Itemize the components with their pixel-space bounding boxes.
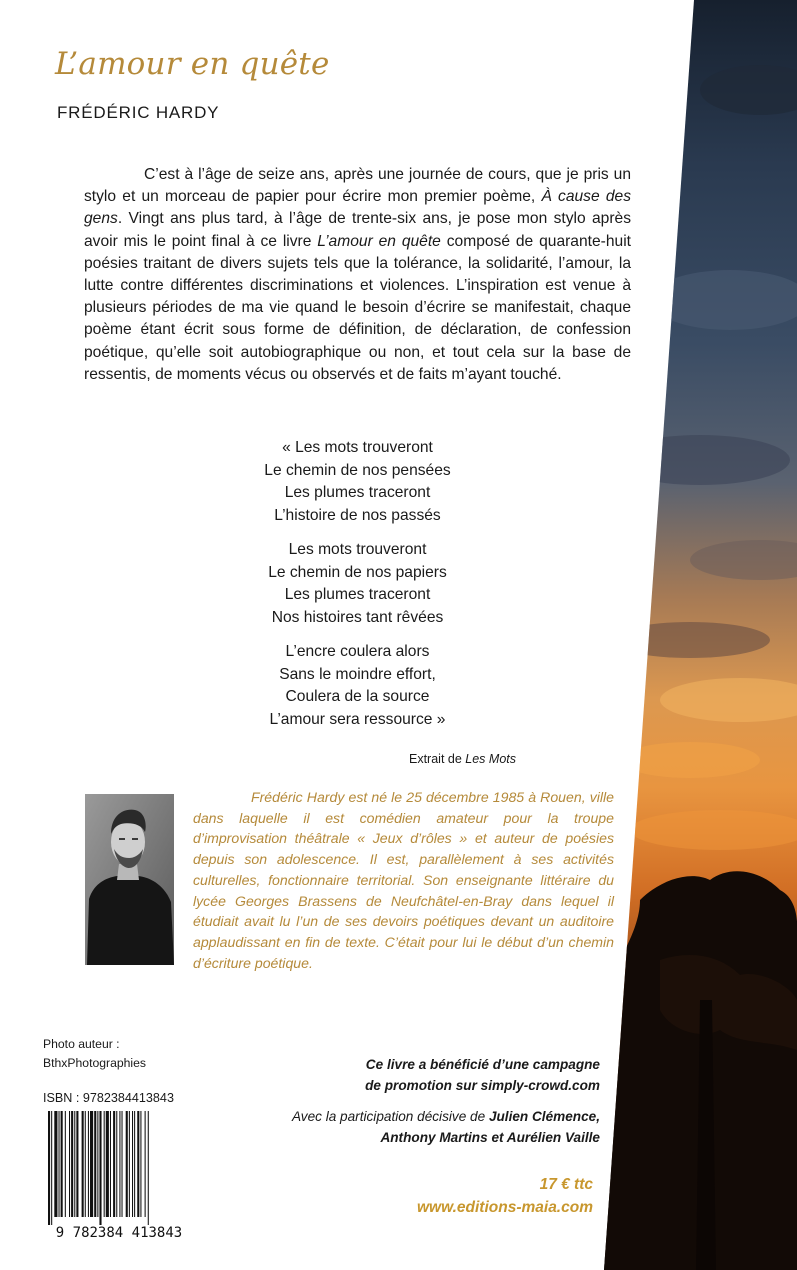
poem-line: Les plumes traceront bbox=[284, 484, 431, 502]
publisher-website[interactable]: www.editions-maia.com bbox=[417, 1199, 593, 1216]
barcode-digits: 9 782384 413843 bbox=[55, 1225, 183, 1241]
poem-line: L’encre coulera alors bbox=[285, 643, 430, 660]
poem-line: Les mots trouveront bbox=[288, 541, 427, 558]
barcode-bar bbox=[132, 1111, 133, 1217]
isbn-number: ISBN : 9782384413843 bbox=[43, 1091, 174, 1105]
blurb-paragraph bbox=[84, 164, 631, 386]
poem-stanza-3 bbox=[220, 641, 495, 731]
barcode-bar bbox=[74, 1111, 75, 1217]
barcode-bar bbox=[145, 1111, 146, 1217]
photo-credit-name: BthxPhotographies bbox=[43, 1055, 146, 1070]
poem-source bbox=[409, 752, 516, 766]
poem-stanza-2 bbox=[220, 539, 495, 629]
poem-line: L’amour sera ressource » bbox=[269, 710, 446, 728]
blurb-text-1: C’est à l’âge de seize ans, après une journée de cours, que je pris un stylo et un morceau de papier pour écrire mon premier poème, bbox=[84, 166, 631, 206]
barcode-bar bbox=[99, 1111, 101, 1225]
extract-prefix: Extrait de bbox=[409, 752, 466, 766]
barcode-bar bbox=[88, 1111, 89, 1217]
barcode-bar bbox=[137, 1111, 139, 1217]
barcode-bar bbox=[61, 1111, 63, 1217]
barcode-bar bbox=[104, 1111, 105, 1217]
barcode-bar bbox=[82, 1111, 84, 1217]
barcode-bar bbox=[54, 1111, 57, 1217]
extract-title: Les Mots bbox=[465, 752, 516, 766]
poem-line: « Les mots trouveront bbox=[282, 439, 433, 456]
photo-credit-label: Photo auteur : bbox=[43, 1037, 120, 1051]
participant-names: Anthony Martins et Aurélien Vaille bbox=[380, 1130, 600, 1145]
book-title: L’amour en quête bbox=[55, 46, 330, 82]
author-portrait-icon bbox=[85, 794, 174, 965]
barcode-bar bbox=[140, 1111, 141, 1217]
campaign-line: de promotion sur simply-crowd.com bbox=[365, 1078, 600, 1093]
photo-credit bbox=[43, 1035, 146, 1072]
isbn-barcode bbox=[43, 1111, 196, 1241]
poem-line: Le chemin de nos papiers bbox=[268, 563, 447, 581]
campaign-line: Ce livre a bénéficié d’une campagne bbox=[365, 1057, 600, 1072]
barcode-bar bbox=[65, 1111, 66, 1217]
barcode-bar bbox=[134, 1111, 135, 1217]
crowdfunding-note bbox=[330, 1054, 600, 1096]
participation-line bbox=[250, 1127, 600, 1148]
first-poem-title: À cause des gens bbox=[84, 188, 631, 228]
book-title-inline: L’amour en quête bbox=[317, 232, 441, 250]
barcode-bar bbox=[110, 1111, 111, 1217]
blurb-text-2: . Vingt ans plus tard, à l’âge de trente-six ans, je pose mon stylo après avoir mis le point final à ce livre bbox=[84, 210, 631, 250]
barcode-bar bbox=[59, 1111, 60, 1217]
barcode-bar bbox=[97, 1111, 98, 1217]
barcode-bar bbox=[119, 1111, 120, 1217]
participation-prefix: Avec la participation décisive de bbox=[291, 1109, 489, 1124]
barcode-bar bbox=[116, 1111, 117, 1217]
author-biography bbox=[193, 787, 614, 973]
barcode-bar bbox=[126, 1111, 128, 1217]
barcode-bar bbox=[90, 1111, 93, 1217]
participation-line bbox=[250, 1106, 600, 1127]
barcode-bar bbox=[94, 1111, 96, 1217]
poem-line: Sans le moindre effort, bbox=[279, 665, 436, 683]
blurb-text-3: composé de quarante-huit poésies traitant de divers sujets tels que la tolérance, la solidarité, l’amour, la lutte contre différentes discriminations et violences. L’inspiration est venue à plusieurs périodes de ma vie quand le besoin d’écrire se manifestait, chaque poème étant écrit sous forme de définition, de déclaration, de confession poétique, qu’elle soit autobiographique ou non, et tout cela sur la base de ressentis, de moments vécus ou observés et de faits m’ayant touché. bbox=[84, 232, 631, 383]
poem-stanza-1 bbox=[220, 437, 495, 527]
barcode-bar bbox=[106, 1111, 109, 1217]
poem-line: Le chemin de nos pensées bbox=[264, 461, 451, 479]
poem-line: L’histoire de nos passés bbox=[274, 506, 441, 524]
poem-line: Nos histoires tant rêvées bbox=[271, 608, 444, 626]
barcode-bar bbox=[85, 1111, 86, 1217]
author-photo bbox=[85, 794, 174, 965]
barcode-bar bbox=[51, 1111, 52, 1225]
book-blurb bbox=[84, 164, 631, 386]
poem-line: Coulera de la source bbox=[285, 688, 430, 706]
barcode-bar bbox=[48, 1111, 50, 1225]
barcode-bar bbox=[71, 1111, 73, 1217]
poem-line: Les plumes traceront bbox=[284, 586, 431, 604]
book-price: 17 € ttc bbox=[539, 1176, 593, 1193]
barcode-bar bbox=[122, 1111, 123, 1217]
barcode-bar bbox=[113, 1111, 115, 1217]
participant-name: Julien Clémence, bbox=[488, 1109, 600, 1124]
barcode-bar bbox=[76, 1111, 78, 1217]
author-name: FRÉDÉRIC HARDY bbox=[57, 103, 220, 122]
bio-paragraph: Frédéric Hardy est né le 25 décembre 1985 à Rouen, ville dans laquelle il est comédien amateur pour la troupe d’improvisation théâtrale « Jeux d’rôles » et auteur de poésies depuis son adolescence. Il est, parallèlement à ses activités culturelles, fonctionnaire territorial. Son enseignante littéraire du lycée Georges Brassens de Neufchâtel-en-Bray dans lequel il étudiait avait lu l’un de ses devoirs poétiques devant un auditoire applaudissant en fin de texte. C’était pour lui le début d’un chemin d’écriture poétique. bbox=[193, 789, 614, 971]
barcode-bar bbox=[129, 1111, 130, 1217]
barcode-bar bbox=[69, 1111, 70, 1217]
participation-credits bbox=[250, 1106, 600, 1148]
barcode-bar bbox=[148, 1111, 149, 1225]
